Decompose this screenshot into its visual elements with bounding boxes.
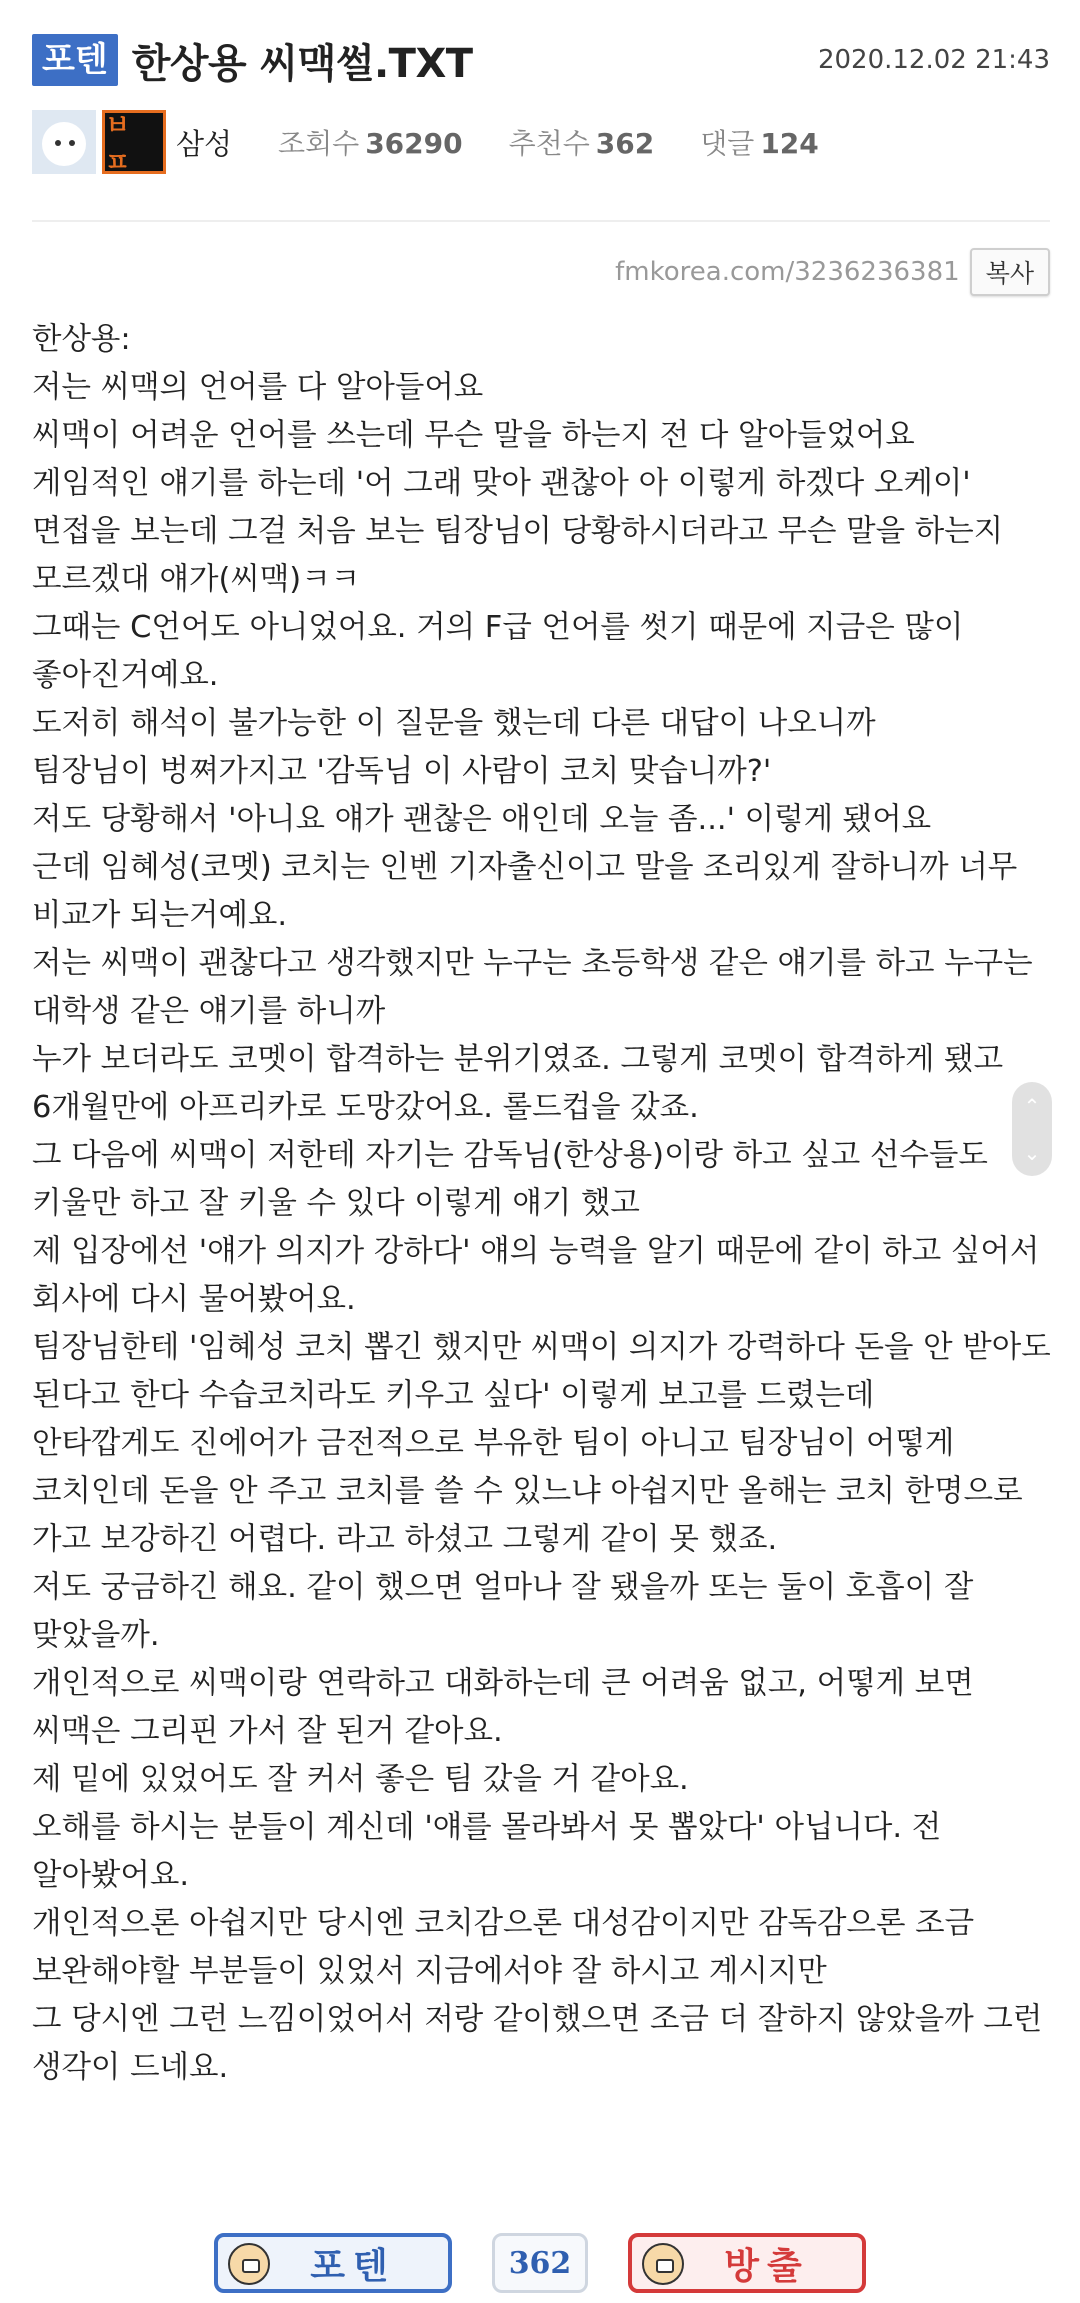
content-line: 저는 씨맥의 언어를 다 알아들어요 (32, 370, 484, 405)
vote-footer (0, 2233, 1080, 2293)
url-row (615, 248, 1050, 296)
content-line: 저도 궁금하긴 해요. 같이 했으면 얼마나 잘 됐을까 또는 둘이 호흡이 잘 맞았을까. (32, 1570, 974, 1653)
header-divider (32, 220, 1050, 222)
content-line: 한상용: (32, 322, 131, 357)
thumbs-down-icon (642, 2243, 684, 2285)
post-content (32, 316, 1052, 2092)
recommend-stat (509, 122, 655, 162)
content-line: 팀장님이 벙쪄가지고 '감독님 이 사람이 코치 맞습니까?' (32, 754, 772, 789)
title-row (32, 30, 1050, 90)
avatar-eye-icon (55, 140, 61, 146)
content-line: 오해를 하시는 분들이 계신데 '얘를 몰라봐서 못 뽑았다' 아닙니다. 전 알아봤어요. (32, 1810, 942, 1893)
upvote-button[interactable] (214, 2233, 452, 2293)
meta-row (32, 110, 1050, 178)
comments-stat[interactable] (700, 122, 819, 162)
avatar-eye-icon (69, 140, 75, 146)
post-date: 2020.12.02 21:43 (817, 45, 1050, 75)
content-line: 게임적인 얘기를 하는데 '어 그래 맞아 괜찮아 아 이렇게 하겠다 오케이' (32, 466, 971, 501)
copy-url-button[interactable]: 복사 (970, 248, 1050, 296)
content-line: 도저히 해석이 불가능한 이 질문을 했는데 다른 대답이 나오니까 (32, 706, 876, 741)
content-line: 근데 임혜성(코멧) 코치는 인벤 기자출신이고 말을 조리있게 잘하니까 너무 비교가 되는거예요. (32, 850, 1018, 933)
level-icon: ㅂ ㅍ (102, 110, 166, 174)
avatar-face-icon (42, 122, 86, 166)
comments-label: 댓글 (700, 127, 755, 160)
recommend-label: 추천수 (508, 127, 590, 160)
avatar[interactable] (32, 110, 96, 174)
scroll-up-icon[interactable]: ⌃ (1023, 1093, 1041, 1118)
comments-count: 124 (760, 127, 819, 160)
author-name[interactable]: 삼성 (176, 126, 233, 161)
content-line: 저는 씨맥이 괜찮다고 생각했지만 누구는 초등학생 같은 얘기를 하고 누구는 대학생 같은 얘기를 하니까 (32, 946, 1033, 1029)
vote-count: 362 (492, 2233, 588, 2293)
scroll-widget[interactable] (1012, 1082, 1052, 1176)
content-line: 면접을 보는데 그걸 처음 보는 팀장님이 당황하시더라고 무슨 말을 하는지 모르겠대 얘가(씨맥)ㅋㅋ (32, 514, 1004, 597)
views-stat (278, 122, 463, 162)
content-line: 안타깝게도 진에어가 금전적으로 부유한 팀이 아니고 팀장님이 어떻게 코치인데 돈을 안 주고 코치를 쓸 수 있느냐 아쉽지만 올해는 코치 한명으로 가고 보강하긴 어렵다. 라고 하셨고 그렇게 같이 못 했죠. (32, 1426, 1023, 1557)
content-line: 그 당시엔 그런 느낌이었어서 저랑 같이했으면 조금 더 잘하지 않았을까 그런 생각이 드네요. (32, 2002, 1043, 2085)
content-line: 그 다음에 씨맥이 저한테 자기는 감독님(한상용)이랑 하고 싶고 선수들도 키울만 하고 잘 키울 수 있다 이렇게 얘기 했고 (32, 1138, 988, 1221)
post-header (32, 30, 1050, 178)
recommend-count: 362 (595, 127, 655, 160)
content-line: 저도 당황해서 '아니요 얘가 괜찮은 애인데 오늘 좀...' 이렇게 됐어요 (32, 802, 932, 837)
content-line: 팀장님한테 '임혜성 코치 뽑긴 했지만 씨맥이 의지가 강력하다 돈을 안 받아도 된다고 한다 수습코치라도 키우고 싶다' 이렇게 보고를 드렸는데 (32, 1330, 1051, 1413)
upvote-label: 포텐 (310, 2245, 396, 2287)
views-label: 조회수 (278, 127, 360, 160)
content-line: 누가 보더라도 코멧이 합격하는 분위기였죠. 그렇게 코멧이 합격하게 됐고 6개월만에 아프리카로 도망갔어요. 롤드컵을 갔죠. (32, 1042, 1004, 1125)
content-line: 제 입장에선 '얘가 의지가 강하다' 얘의 능력을 알기 때문에 같이 하고 싶어서 회사에 다시 물어봤어요. (32, 1234, 1040, 1317)
content-line: 개인적으론 아쉽지만 당시엔 코치감으론 대성감이지만 감독감으론 조금 보완해야할 부분들이 있었서 지금에서야 잘 하시고 계시지만 (32, 1906, 975, 1989)
content-line: 그때는 C언어도 아니었어요. 거의 F급 언어를 썻기 때문에 지금은 많이 좋아진거예요. (32, 610, 964, 693)
scroll-down-icon[interactable]: ⌄ (1023, 1140, 1041, 1165)
content-line: 제 밑에 있었어도 잘 커서 좋은 팀 갔을 거 같아요. (32, 1762, 689, 1797)
category-badge[interactable]: 포텐 (32, 34, 118, 86)
post-title: 한상용 씨맥썰.TXT (131, 40, 473, 87)
post-url[interactable]: fmkorea.com/3236236381 (615, 257, 960, 287)
content-line: 개인적으로 씨맥이랑 연락하고 대화하는데 큰 어려움 없고, 어떻게 보면 씨맥은 그리핀 가서 잘 된거 같아요. (32, 1666, 974, 1749)
downvote-button[interactable] (628, 2233, 866, 2293)
views-count: 36290 (365, 127, 463, 160)
content-line: 씨맥이 어려운 언어를 쓰는데 무슨 말을 하는지 전 다 알아들었어요 (32, 418, 915, 453)
downvote-label: 방출 (724, 2245, 810, 2287)
thumbs-up-icon (228, 2243, 270, 2285)
